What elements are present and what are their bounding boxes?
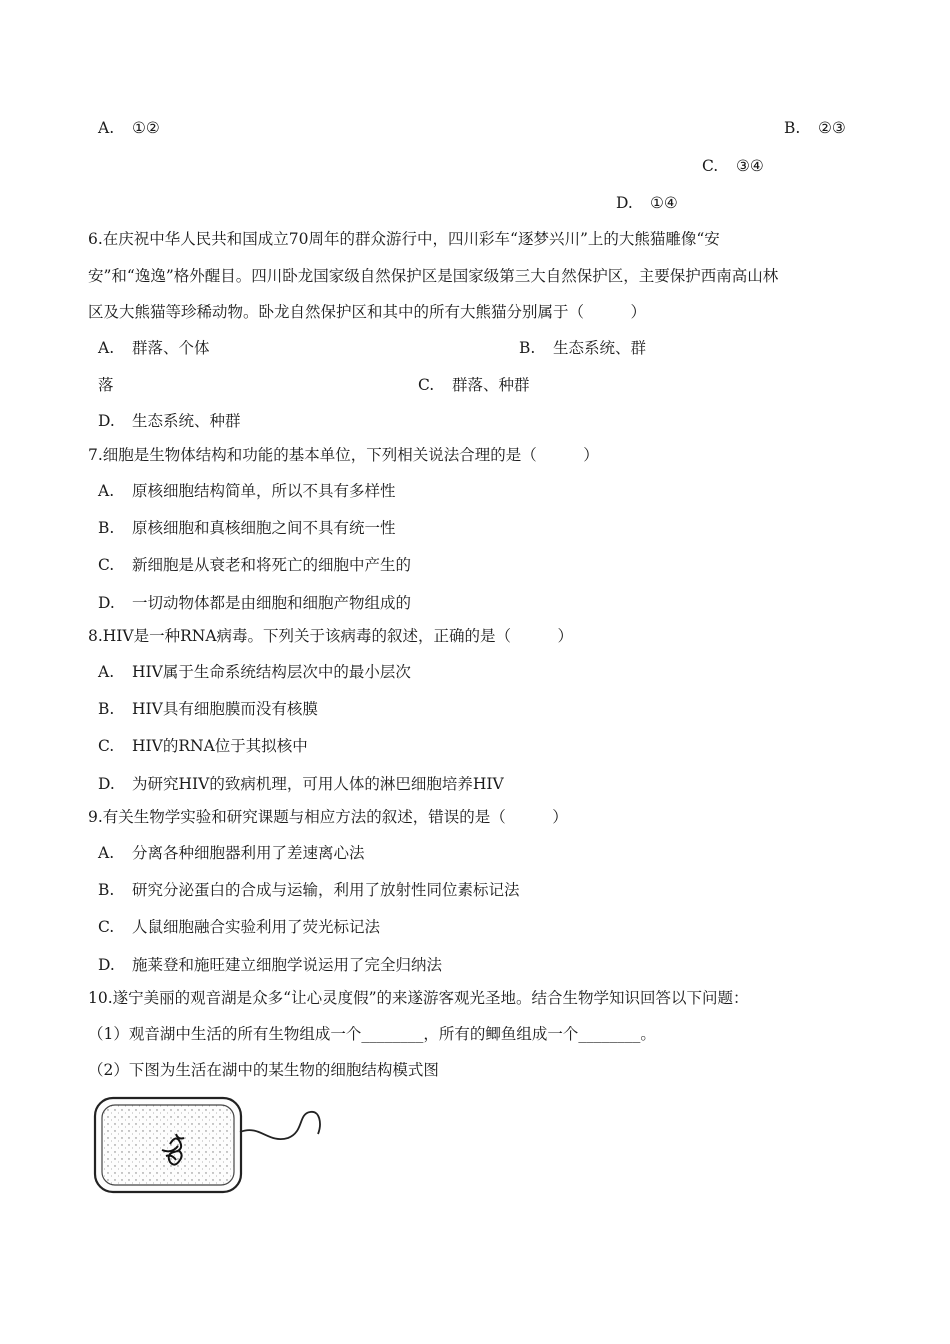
q9-option-d[interactable] [98,955,442,975]
option-text: 分离各种细胞器利用了差速离心法 [132,844,365,862]
q6-option-d[interactable] [98,411,241,431]
option-letter: D. [98,412,115,430]
q5-option-c[interactable] [702,156,764,176]
option-text: ③④ [736,157,764,175]
option-text: HIV具有细胞膜而没有核膜 [132,700,318,718]
option-letter: B. [784,119,801,137]
q6-option-b[interactable] [519,338,646,358]
cell-membrane-outline [102,1105,234,1185]
q10-subquestion-2: （2）下图为生活在湖中的某生物的细胞结构模式图 [88,1061,439,1079]
option-text: ①④ [650,194,678,212]
option-text: 原核细胞结构简单，所以不具有多样性 [132,482,396,500]
option-text: ②③ [818,119,846,137]
option-text: 一切动物体都是由细胞和细胞产物组成的 [132,594,412,612]
option-letter: A. [98,119,115,137]
option-text: 新细胞是从衰老和将死亡的细胞中产生的 [132,556,412,574]
q6-option-b-continuation: 落 [98,376,114,394]
q9-stem: 9.有关生物学实验和研究课题与相应方法的叙述，错误的是（ ） [88,808,568,826]
option-text: 生态系统、种群 [132,412,241,430]
option-letter: A. [98,844,115,862]
q5-option-b[interactable] [784,118,846,138]
q6-stem-line-3: 区及大熊猫等珍稀动物。卧龙自然保护区和其中的所有大熊猫分别属于（ ） [88,303,647,321]
option-text: HIV的RNA位于其拟核中 [132,737,308,755]
q7-option-a[interactable] [98,481,396,501]
q10-subquestion-1: （1）观音湖中生活的所有生物组成一个________，所有的鲫鱼组成一个________。 [88,1025,656,1043]
option-text: 原核细胞和真核细胞之间不具有统一性 [132,519,396,537]
q7-option-c[interactable] [98,555,411,575]
option-letter: C. [702,157,719,175]
option-text: ①② [132,119,160,137]
option-letter: A. [98,339,115,357]
q5-option-a[interactable] [98,118,160,138]
option-letter: B. [98,519,115,537]
option-letter: D. [98,775,115,793]
option-letter: C. [98,556,115,574]
q9-option-c[interactable] [98,917,380,937]
option-text: 施莱登和施旺建立细胞学说运用了完全归纳法 [132,956,443,974]
flagellum [240,1112,320,1139]
q5-option-d[interactable] [616,193,678,213]
option-letter: B. [98,700,115,718]
option-text: 研究分泌蛋白的合成与运输，利用了放射性同位素标记法 [132,881,520,899]
q10-stem: 10.遂宁美丽的观音湖是众多“让心灵度假”的来遂游客观光圣地。结合生物学知识回答以下问题： [88,989,749,1007]
bacterial-cell-diagram [92,1094,332,1198]
option-letter: D. [98,594,115,612]
option-text: 群落、个体 [132,339,210,357]
option-letter: D. [98,956,115,974]
option-text: HIV属于生命系统结构层次中的最小层次 [132,663,411,681]
option-letter: B. [98,881,115,899]
q8-stem: 8.HIV是一种RNA病毒。下列关于该病毒的叙述，正确的是（ ） [88,627,574,645]
option-letter: D. [616,194,633,212]
option-letter: C. [418,376,435,394]
option-text: 群落、种群 [452,376,530,394]
option-letter: B. [519,339,536,357]
q7-stem: 7.细胞是生物体结构和功能的基本单位，下列相关说法合理的是（ ） [88,446,599,464]
option-text: 生态系统、群 [553,339,647,357]
q6-stem-line-2: 安”和“逸逸”格外醒目。四川卧龙国家级自然保护区是国家级第三大自然保护区，主要保护西南高山林 [88,267,779,285]
q7-option-b[interactable] [98,518,396,538]
option-letter: A. [98,482,115,500]
q8-option-b[interactable] [98,699,318,719]
option-text: 为研究HIV的致病机理，可用人体的淋巴细胞培养HIV [132,775,504,793]
q8-option-c[interactable] [98,736,308,756]
option-letter: C. [98,737,115,755]
q8-option-a[interactable] [98,662,411,682]
q6-option-a[interactable] [98,338,210,358]
q9-option-a[interactable] [98,843,365,863]
option-letter: A. [98,663,115,681]
option-letter: C. [98,918,115,936]
option-text: 人鼠细胞融合实验利用了荧光标记法 [132,918,381,936]
q8-option-d[interactable] [98,774,504,794]
q6-stem-line-1: 6.在庆祝中华人民共和国成立70周年的群众游行中，四川彩车“逐梦兴川”上的大熊猫雕像“安 [88,230,720,248]
q9-option-b[interactable] [98,880,520,900]
q7-option-d[interactable] [98,593,411,613]
q6-option-c[interactable] [418,375,530,395]
